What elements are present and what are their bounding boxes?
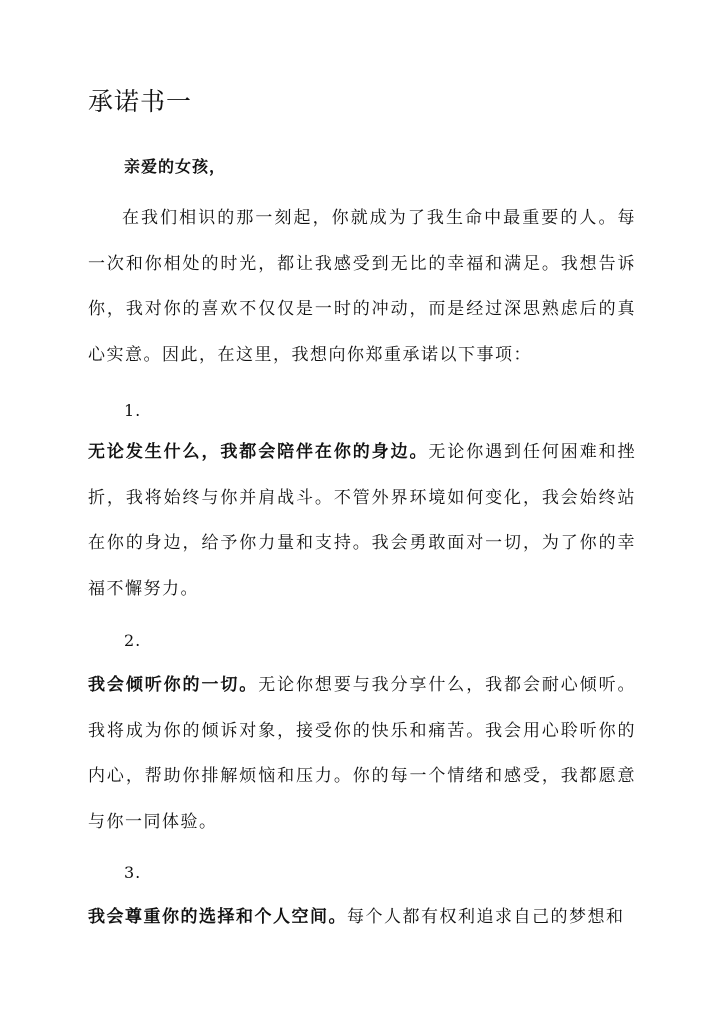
item-number-2: 2. — [124, 631, 142, 650]
promise-body-2: 无论你想要与我分享什么，我都会耐心倾听。我将成为你的倾诉对象，接受你的快乐和痛苦。我会用心聆听你的内心，帮助你排解烦恼和压力。你的每一个情绪和感受，我都愿意与你一同体验。 — [88, 675, 637, 832]
promise-body-3: 每个人都有权利追求自己的梦想和 — [347, 907, 625, 927]
salutation: 亲爱的女孩， — [124, 157, 227, 176]
promise-lead-2: 我会倾听你的一切。 — [88, 675, 259, 695]
promise-body-1: 无论你遇到任何困难和挫折，我将始终与你并肩战斗。不管外界环境如何变化，我会始终站在你的身边，给予你力量和支持。我会勇敢面对一切，为了你的幸福不懈努力。 — [88, 442, 637, 599]
promise-item-3 — [88, 895, 636, 941]
item-number-3: 3. — [124, 863, 142, 882]
document-title: 承诺书一 — [88, 87, 193, 116]
promise-item-2 — [88, 663, 636, 845]
promise-item-1 — [88, 430, 636, 612]
item-number-1: 1. — [124, 401, 142, 420]
promise-lead-3: 我会尊重你的选择和个人空间。 — [88, 907, 347, 927]
promise-lead-1: 无论发生什么，我都会陪伴在你的身边。 — [88, 442, 429, 462]
intro-paragraph: 在我们相识的那一刻起，你就成为了我生命中最重要的人。每一次和你相处的时光，都让我感受到无比的幸福和满足。我想告诉你，我对你的喜欢不仅仅是一时的冲动，而是经过深思熟虑后的真心实意。因此，在这里，我想向你郑重承诺以下事项： — [88, 208, 636, 365]
